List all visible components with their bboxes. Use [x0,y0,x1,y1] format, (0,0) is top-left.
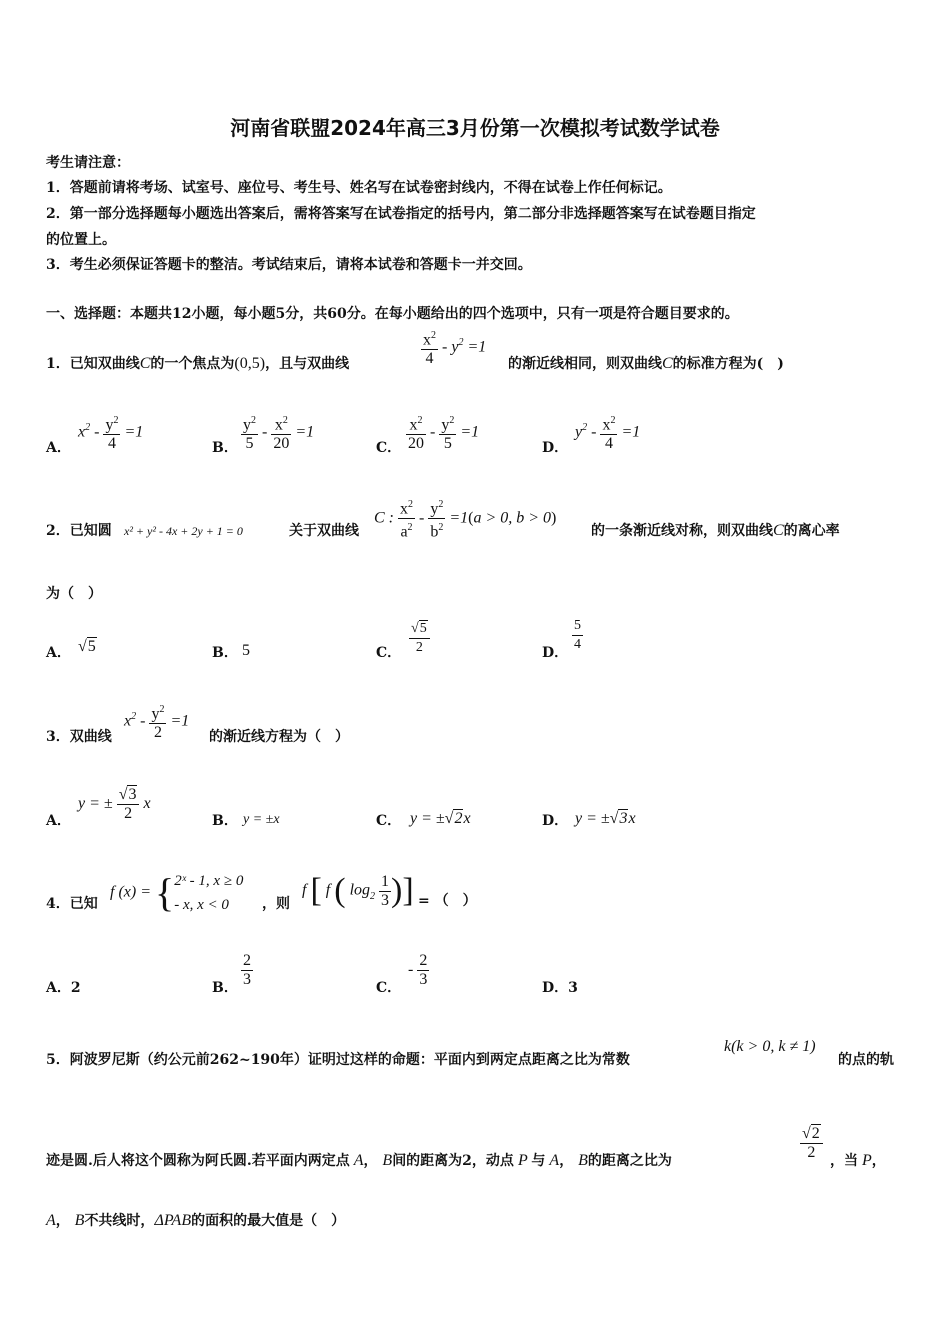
q3-option-b-math: y = ±x [243,812,280,827]
question-1 [46,353,349,373]
q2-option-a[interactable]: A． [46,645,71,661]
q4-text-1: 4．已知 [46,896,98,912]
q3-option-c-math: y = ±√2x [410,810,471,827]
q5-line-2: 迹是圆.后人将这个圆称为阿氏圆.若平面内两定点 A， B间的距离为2，动点 P 与 A， B的距离之比为 [46,1152,672,1169]
q1-text: 的一个焦点为 [150,356,235,372]
q1-text: ，且与双曲线 [265,356,350,372]
q2-option-d[interactable]: D． [542,645,569,661]
q1-option-a-math: $x^2$ - $\frac{y^2}{4}$ =1 [78,412,143,453]
q3-option-a-math: y = ± $\frac{√3}{2}$ x [78,786,151,822]
q3-option-d-math: y = ±√3x [575,810,636,827]
q3-option-b[interactable]: B． [212,813,238,829]
q4-option-d[interactable]: D．3 [542,980,578,996]
q4-option-c[interactable]: C． [376,980,402,996]
q5-text: 间的距离为2，动点 [392,1153,514,1169]
q1-equation: $\frac{x^2}{4}$ - $y^2 =1$ [421,327,486,368]
q1-option-c[interactable]: C． [376,440,402,456]
q2-text: 2．已知圆 [46,523,112,539]
q1-option-d[interactable]: D． [542,440,569,456]
q5-text: ，当 [830,1153,858,1169]
q2-hyperbola: C : $\frac{x^2}{a^2}$ - $\frac{y^2}{b^2}$ =1(a > 0, b > 0) [374,496,556,542]
q4-expression: f [ f ( $\log_2$ $\frac{1}{3}$ )] [302,872,414,909]
q2-text-2: 关于双曲线 [289,523,359,539]
q4-text-3: = （ ） [418,893,477,909]
notice-item: 2．第一部分选择题每小题选出答案后，需将答案写在试卷指定的括号内，第二部分非选择题答案写在试卷题目指定 [46,206,756,222]
q5-text-2: 的点的轨 [838,1052,894,1068]
q1-text: 的标准方程为( ) [672,356,784,372]
q2-option-a-math: √5 [78,638,96,655]
q5-text: 不共线时， [84,1213,155,1229]
q3-text-1: 3．双曲线 [46,729,112,745]
q1-option-a[interactable]: A． [46,440,71,456]
q1-focus: (0,5) [234,355,266,372]
q4-option-a[interactable]: A．2 [46,980,81,996]
notice-item: 3．考生必须保证答题卡的整洁。考试结束后，请将本试卷和答题卡一并交回。 [46,257,532,273]
notice-heading: 考生请注意： [46,155,130,171]
q1-option-d-math: $y^2$ - $\frac{x^2}{4}$ =1 [575,412,640,453]
q4-text-2: ，则 [262,896,290,912]
q5-triangle: ΔPAB [154,1212,192,1229]
q5-text: 的距离之比为 [587,1153,672,1169]
q2-option-d-math: $\frac{5}{4}$ [574,618,581,652]
q5-text-1: 5．阿波罗尼斯（约公元前262~190年）证明过这样的命题：平面内到两定点距离之比为常数 [46,1052,630,1068]
q4-option-b[interactable]: B． [212,980,238,996]
q2-circle: x² + y² - 4x + 2y + 1 = 0 [124,524,243,538]
q4-option-b-math: $\frac{2}{3}$ [243,952,251,988]
q2-option-c-math: $\frac{√5}{2}$ [409,620,430,657]
q4-option-c-math: - $\frac{2}{3}$ [408,952,428,988]
notice-item: 的位置上。 [46,232,116,248]
q1-option-b[interactable]: B． [212,440,238,456]
q3-equation: $x^2$ - $\frac{y^2}{2}$ =1 [124,701,189,742]
q3-text-2: 的渐近线方程为（ ） [209,729,349,745]
q5-k: k(k > 0, k ≠ 1) [724,1038,816,1055]
q4-case-2: - x, x < 0 [174,897,229,913]
notice-item: 1．答题前请将考场、试室号、座位号、考生号、姓名写在试卷密封线内，不得在试卷上作任何标记。 [46,180,672,196]
q1-var: C [662,355,673,372]
q2-var: C [773,522,784,539]
q5-line-2-end: ，当 P， [830,1152,886,1169]
q1-option-c-math: $\frac{x^2}{20}$ - $\frac{y^2}{5}$ =1 [406,412,479,453]
q3-option-d[interactable]: D． [542,813,569,829]
q5-ratio: $\frac{√2}{2}$ [800,1125,823,1162]
q5-text: 与 [531,1153,546,1169]
question-2-cont [591,520,840,540]
page-title: 河南省联盟2024年高三3月份第一次模拟考试数学试卷 [230,116,720,140]
q2-text-5: 为（ ） [46,586,102,602]
q3-option-c[interactable]: C． [376,813,402,829]
q2-option-c[interactable]: C． [376,645,402,661]
q4-function: f (x) = { 2ˣ - 1, x ≥ 0 - x, x < 0 [110,870,244,915]
question-2 [46,520,112,540]
q1-option-b-math: $\frac{y^2}{5}$ - $\frac{x^2}{20}$ =1 [241,412,314,453]
q4-case-1: 2ˣ - 1, x ≥ 0 [174,873,244,889]
q5-line-3: A， B不共线时，ΔPAB的面积的最大值是（ ） [46,1212,346,1229]
q5-text: 的面积的最大值是（ ） [191,1213,346,1229]
q1-text: 的渐近线相同，则双曲线 [508,356,662,372]
q1-text: 1．已知双曲线 [46,356,140,372]
question-1-cont [508,353,784,373]
q3-option-a[interactable]: A． [46,813,71,829]
q2-text: 的一条渐近线对称，则双曲线 [591,523,773,539]
q1-var: C [139,355,151,372]
q2-option-b-math: 5 [242,642,250,659]
q2-option-b[interactable]: B． [212,645,238,661]
section-heading: 一、选择题：本题共12小题，每小题5分，共60分。在每小题给出的四个选项中，只有一项是符合题目要求的。 [46,306,739,322]
q2-text: 的离心率 [783,523,840,539]
q5-text: 迹是圆.后人将这个圆称为阿氏圆.若平面内两定点 [46,1153,350,1169]
